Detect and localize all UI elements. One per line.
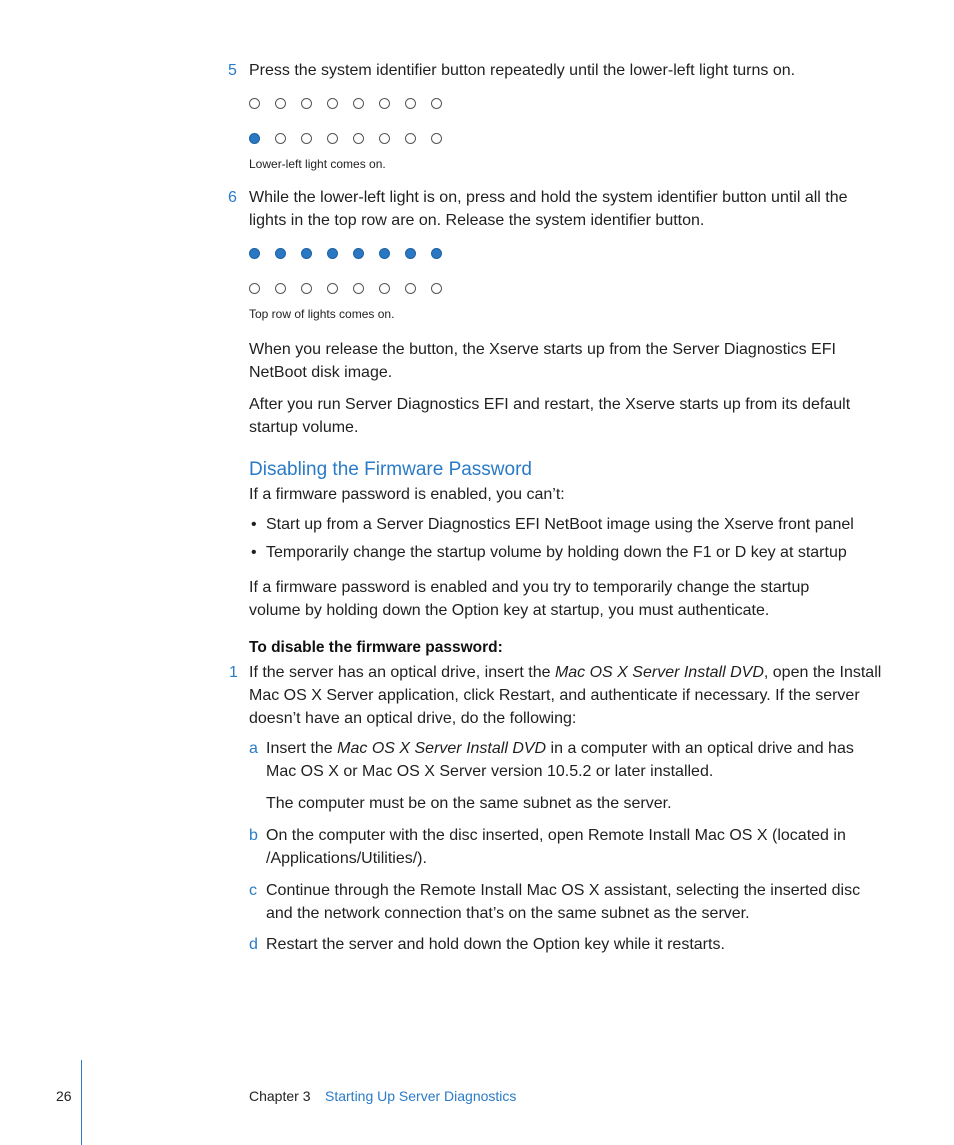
step-text [249, 186, 848, 232]
light-on-icon [405, 248, 416, 259]
light-on-icon [249, 133, 260, 144]
light-off-icon [405, 133, 416, 144]
light-off-icon [431, 133, 442, 144]
text-line: volume by holding down the Option key at startup, you must authenticate. [249, 602, 770, 619]
substep-letter: c [249, 882, 257, 899]
light-off-icon [379, 98, 390, 109]
text-line: When you release the button, the Xserve starts up from the Server Diagnostics EFI [249, 341, 836, 358]
text-run: If the server has an optical drive, insert the [249, 664, 555, 681]
light-off-icon [353, 283, 364, 294]
substep-text [266, 879, 860, 925]
light-off-icon [301, 98, 312, 109]
bullet-marker: • [251, 544, 257, 561]
task-heading: To disable the firmware password: [249, 639, 503, 656]
light-off-icon [327, 98, 338, 109]
light-off-icon [327, 133, 338, 144]
light-on-icon [301, 248, 312, 259]
text-line: On the computer with the disc inserted, open Remote Install Mac OS X (located in [266, 827, 846, 844]
light-off-icon [353, 98, 364, 109]
substep-text [266, 737, 854, 783]
substep-note: The computer must be on the same subnet as the server. [266, 795, 672, 812]
section-heading: Disabling the Firmware Password [249, 459, 532, 480]
light-off-icon [379, 133, 390, 144]
light-off-icon [353, 133, 364, 144]
footer-divider [81, 1060, 82, 1145]
step-number: 1 [229, 664, 238, 681]
product-name: Mac OS X Server Install DVD [337, 740, 547, 757]
substep-text [266, 824, 846, 870]
text-run: , open the Install [763, 664, 882, 681]
light-off-icon [275, 133, 286, 144]
led-row-bottom [249, 133, 442, 144]
light-off-icon [275, 283, 286, 294]
light-off-icon [405, 98, 416, 109]
page-number: 26 [56, 1088, 72, 1104]
text-line: Mac OS X Server application, click Restart, and authenticate if necessary. If the server [249, 687, 860, 704]
light-off-icon [379, 283, 390, 294]
light-off-icon [275, 98, 286, 109]
text-line [249, 661, 881, 684]
light-on-icon [379, 248, 390, 259]
light-off-icon [301, 283, 312, 294]
light-off-icon [327, 283, 338, 294]
text-run: in a computer with an optical drive and has [546, 740, 854, 757]
led-row-top [249, 248, 442, 259]
text-line: /Applications/Utilities/). [266, 850, 427, 867]
paragraph [249, 338, 836, 384]
light-off-icon [405, 283, 416, 294]
step-text: Press the system identifier button repeatedly until the lower-left light turns on. [249, 62, 796, 79]
paragraph [249, 393, 850, 439]
text-line: If a firmware password is enabled and you try to temporarily change the startup [249, 579, 810, 596]
text-line: lights in the top row are on. Release the system identifier button. [249, 212, 705, 229]
text-line: startup volume. [249, 419, 359, 436]
text-line: Mac OS X or Mac OS X Server version 10.5.2 or later installed. [266, 763, 714, 780]
paragraph [249, 576, 809, 622]
text-line: While the lower-left light is on, press and hold the system identifier button until all the [249, 189, 848, 206]
text-line: NetBoot disk image. [249, 364, 393, 381]
text-line [266, 737, 854, 760]
product-name: Mac OS X Server Install DVD [554, 664, 764, 681]
light-on-icon [353, 248, 364, 259]
light-off-icon [301, 133, 312, 144]
substep-letter: a [249, 740, 258, 757]
step-text [249, 661, 881, 730]
text-run: Insert the [266, 740, 338, 757]
led-row-top [249, 98, 442, 109]
light-on-icon [431, 248, 442, 259]
text-line: After you run Server Diagnostics EFI and restart, the Xserve starts up from its default [249, 396, 851, 413]
substep-letter: b [249, 827, 258, 844]
section-intro: If a firmware password is enabled, you can’t: [249, 486, 565, 503]
light-off-icon [431, 98, 442, 109]
footer-chapter-title: Starting Up Server Diagnostics [325, 1088, 517, 1104]
figure-caption: Lower-left light comes on. [249, 157, 386, 171]
light-on-icon [275, 248, 286, 259]
figure-caption: Top row of lights comes on. [249, 307, 395, 321]
step-number: 5 [228, 62, 237, 79]
bullet-item: Temporarily change the startup volume by holding down the F1 or D key at startup [266, 544, 847, 561]
footer-chapter-label: Chapter 3 [249, 1088, 311, 1104]
light-on-icon [327, 248, 338, 259]
bullet-item: Start up from a Server Diagnostics EFI NetBoot image using the Xserve front panel [266, 516, 854, 533]
text-line: Continue through the Remote Install Mac OS X assistant, selecting the inserted disc [266, 882, 861, 899]
light-off-icon [431, 283, 442, 294]
light-on-icon [249, 248, 260, 259]
text-line: doesn’t have an optical drive, do the following: [249, 710, 577, 727]
led-row-bottom [249, 283, 442, 294]
substep-letter: d [249, 936, 258, 953]
light-off-icon [249, 283, 260, 294]
step-number: 6 [228, 189, 237, 206]
substep-text: Restart the server and hold down the Option key while it restarts. [266, 936, 725, 953]
text-line: and the network connection that’s on the same subnet as the server. [266, 905, 750, 922]
light-off-icon [249, 98, 260, 109]
bullet-marker: • [251, 516, 257, 533]
